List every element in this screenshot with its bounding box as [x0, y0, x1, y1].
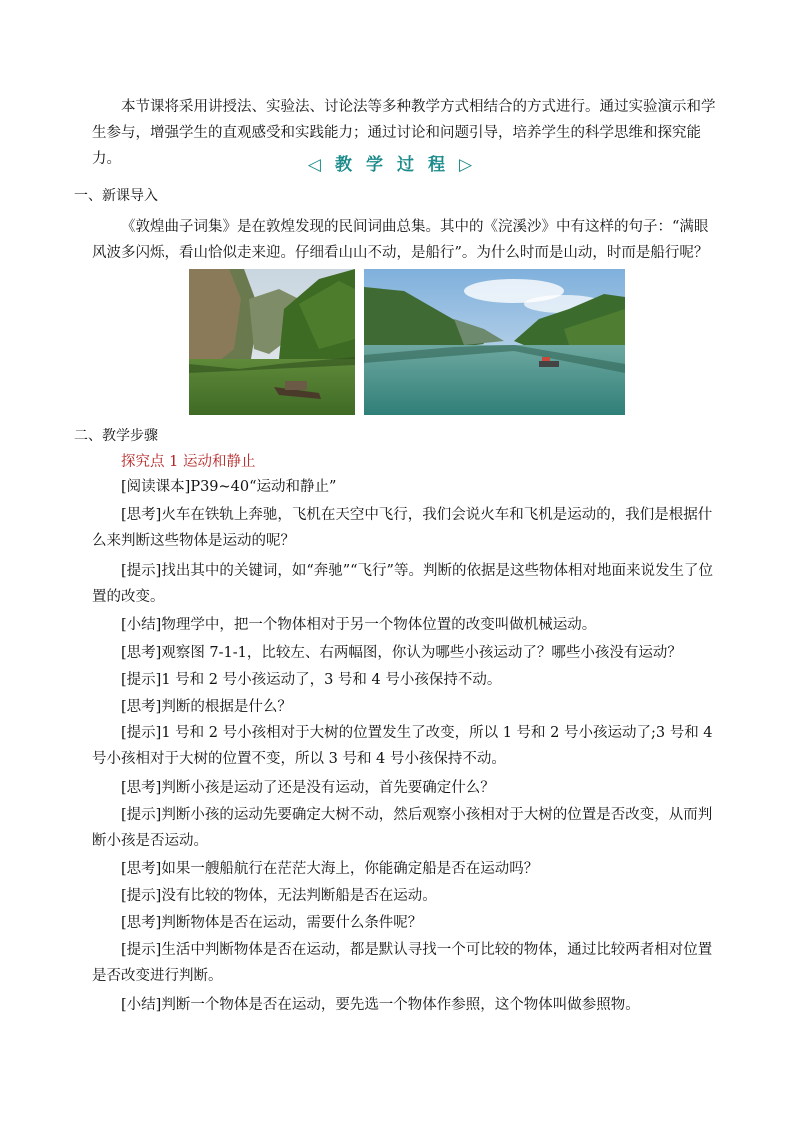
summary-item-1: [小结]物理学中，把一个物体相对于另一个物体位置的改变叫做机械运动。 [121, 617, 597, 633]
hint-item-3: [提示]1 号和 2 号小孩相对于大树的位置发生了改变，所以 1 号和 2 号小孩运动了;3 号和 4 号小孩相对于大树的位置不变，所以 3 号和 4 号小孩保持不动。 [92, 725, 713, 767]
think-item-4: [思考]判断小孩是运动了还是没有运动，首先要确定什么？ [121, 780, 495, 796]
gorge-boat-image [189, 269, 355, 415]
think-item-2: [思考]观察图 7-1-1，比较左、右两幅图，你认为哪些小孩运动了？哪些小孩没有运动？ [121, 645, 682, 661]
intro-paragraph: 本节课将采用讲授法、实验法、讨论法等多种教学方式相结合的方式进行。通过实验演示和学生参与，增强学生的直观感受和实践能力；通过讨论和问题引导，培养学生的科学思维和探究能力。 [92, 99, 716, 167]
explore-point-title: 探究点 1 运动和静止 [121, 454, 256, 470]
summary-item-2: [小结]判断一个物体是否在运动，要先选一个物体作参照，这个物体叫做参照物。 [121, 997, 640, 1013]
section-1-title: 一、新课导入 [74, 188, 158, 204]
hint-item-6: [提示]生活中判断物体是否在运动，都是默认寻找一个可比较的物体，通过比较两者相对位置是否改变进行判断。 [92, 942, 713, 984]
river-ship-photo [364, 269, 625, 415]
lesson-process-heading: ◁教学过程▷ [307, 155, 487, 175]
hint-item-5: [提示]没有比较的物体，无法判断船是否在运动。 [121, 888, 437, 904]
think-item-1: [思考]火车在铁轨上奔驰，飞机在天空中飞行，我们会说火车和飞机是运动的，我们是根据什么来判断这些物体是运动的呢？ [92, 507, 713, 549]
hint-item-4: [提示]判断小孩的运动先要确定大树不动，然后观察小孩相对于大树的位置是否改变，从而判断小孩是否运动。 [92, 807, 713, 849]
hint-item-1: [提示]找出其中的关键词，如“奔驰”“飞行”等。判断的依据是这些物体相对地面来说发生了位置的改变。 [92, 563, 713, 605]
section-2-title: 二、教学步骤 [74, 428, 158, 444]
think-item-3: [思考]判断的根据是什么？ [121, 699, 292, 715]
think-item-6: [思考]判断物体是否在运动，需要什么条件呢？ [121, 915, 423, 931]
section-1-text: 《敦煌曲子词集》是在敦煌发现的民间词曲总集。其中的《浣溪沙》中有这样的句子：“满眼风波多闪烁，看山恰似走来迎。仔细看山山不动，是船行”。为什么时而是山动，时而是船行呢？ [92, 219, 709, 261]
river-ship-image [364, 269, 625, 415]
think-item-5: [思考]如果一艘船航行在茫茫大海上，你能确定船是否在运动吗？ [121, 861, 539, 877]
gorge-boat-photo [189, 269, 355, 415]
read-textbook-item: [阅读课本]P39~40“运动和静止” [121, 479, 337, 495]
hint-item-2: [提示]1 号和 2 号小孩运动了，3 号和 4 号小孩保持不动。 [121, 672, 502, 688]
